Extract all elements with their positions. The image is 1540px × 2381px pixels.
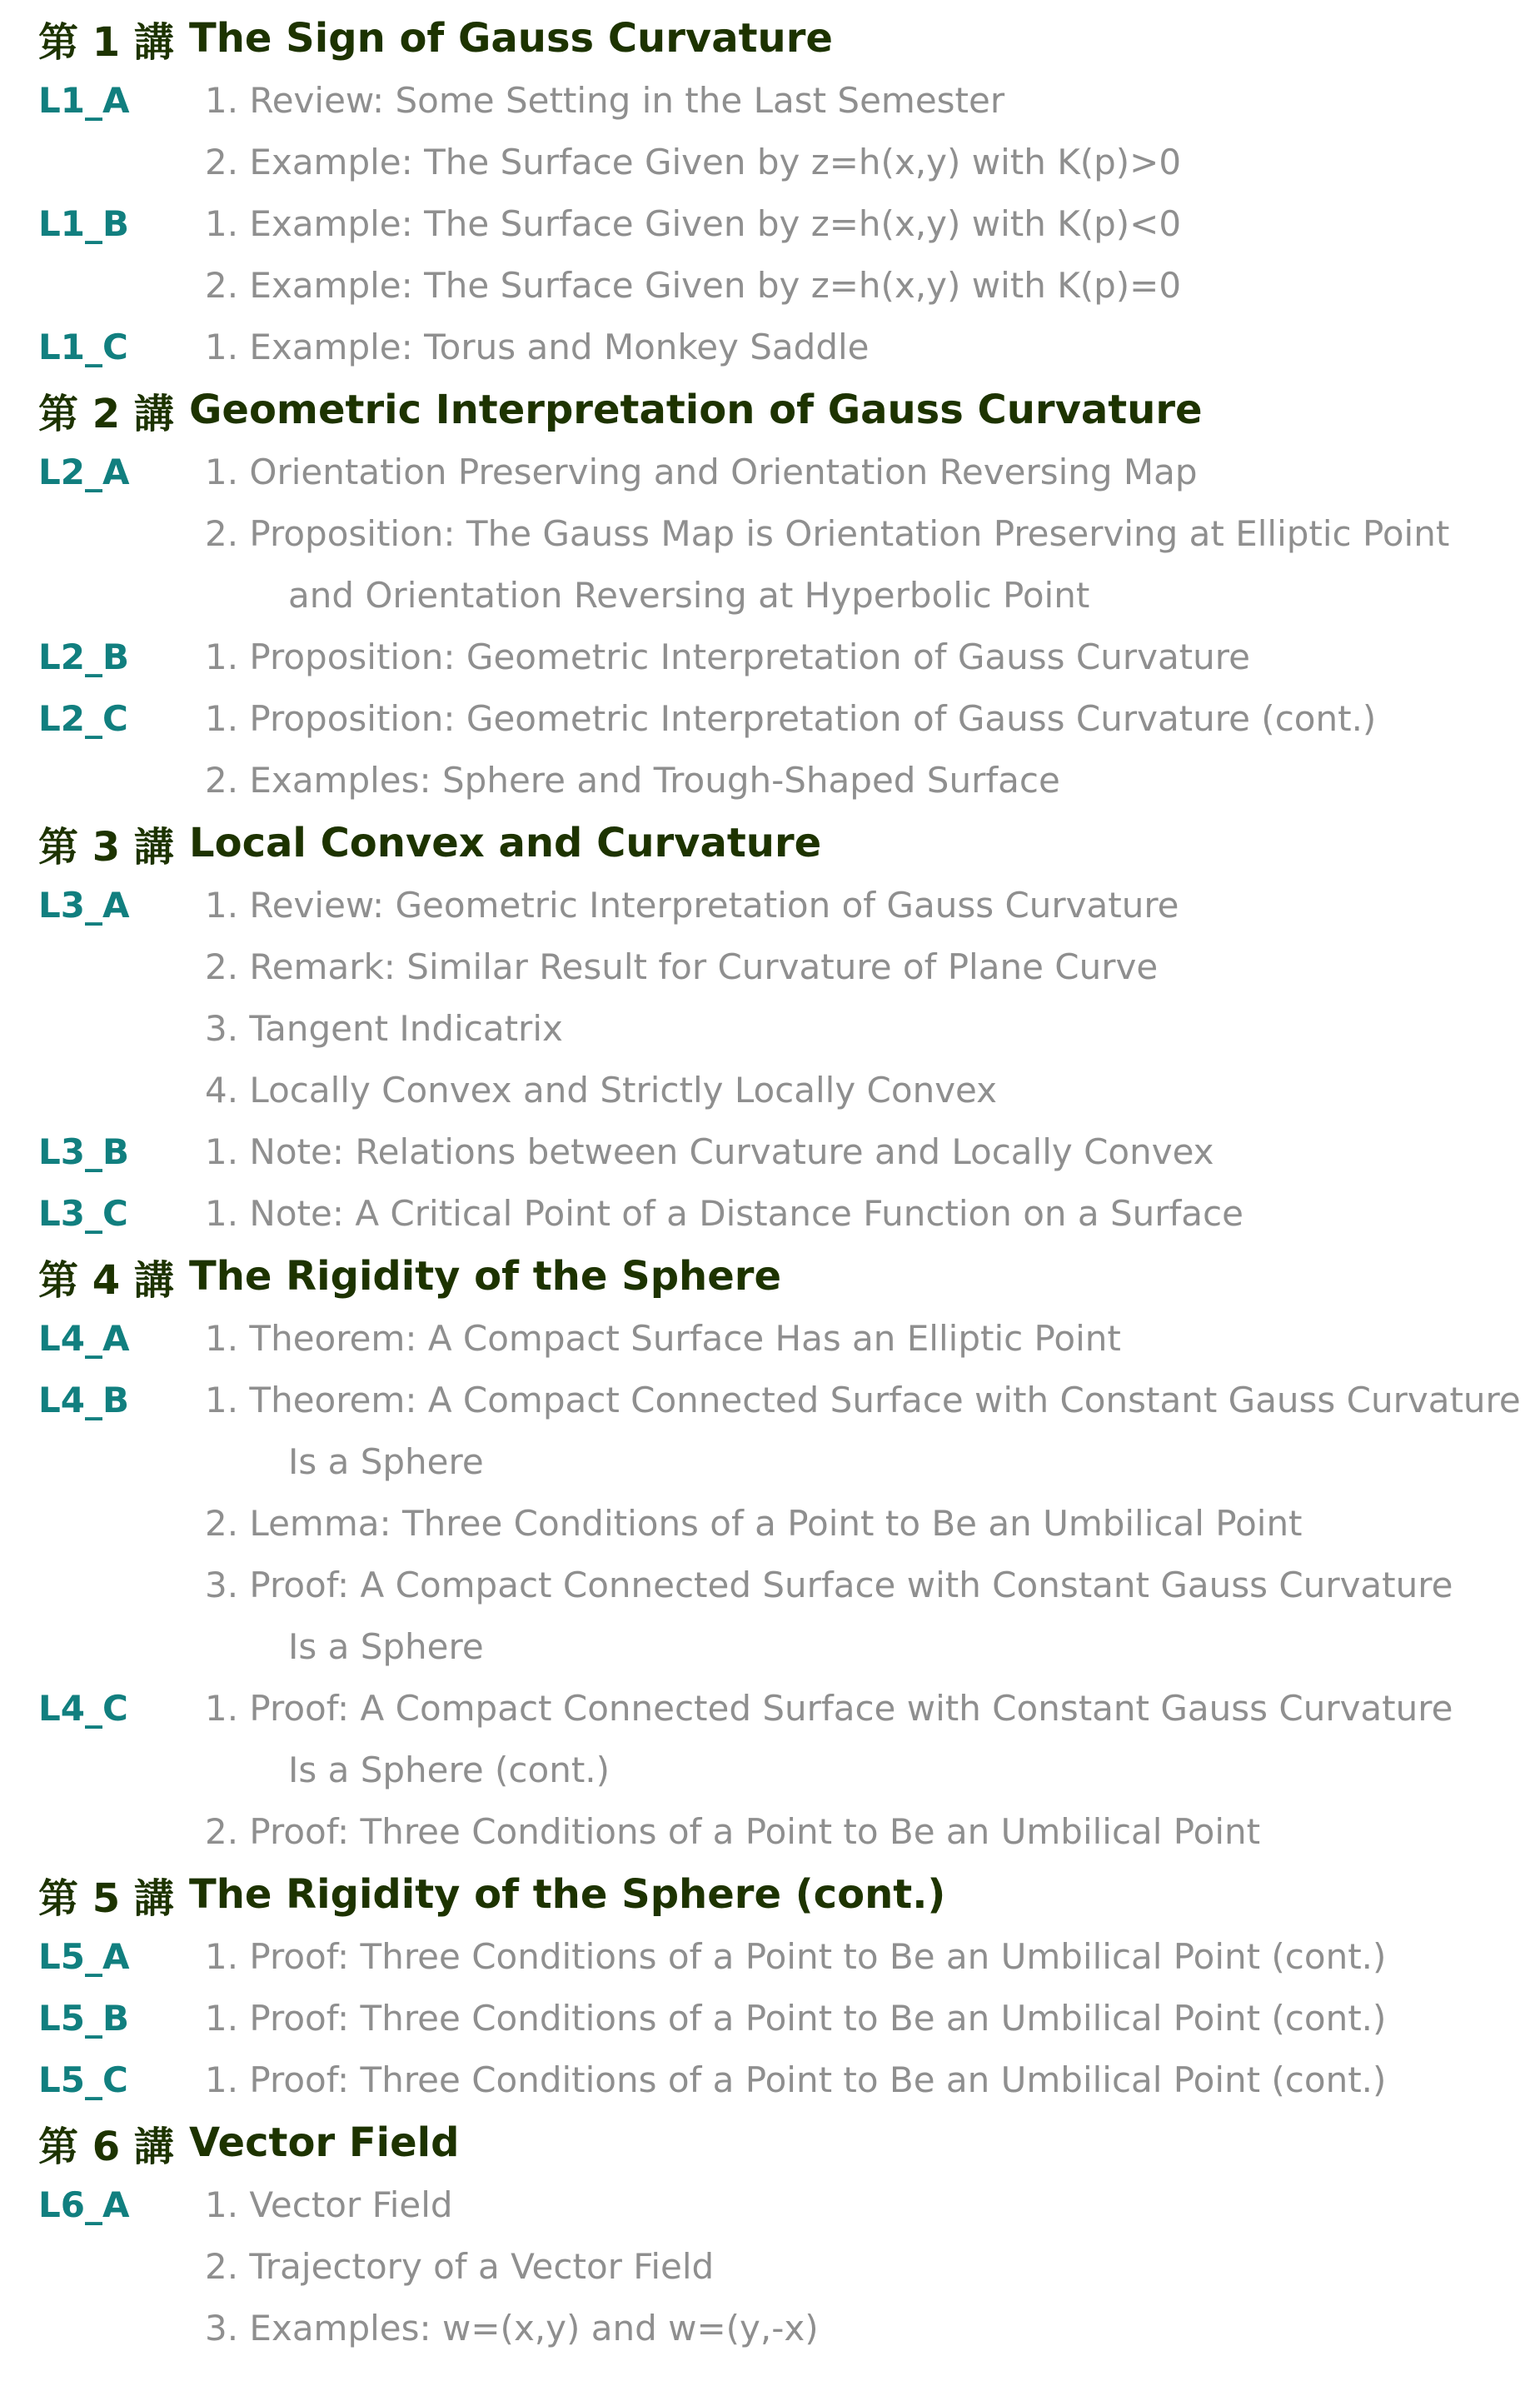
topic-text: 3. Examples: w=(x,y) and w=(y,-x) [205, 2308, 819, 2349]
lecture-section [38, 1863, 1529, 2111]
topic-text: 1. Vector Field [205, 2184, 453, 2225]
unit-code-link[interactable]: L4_B [38, 1380, 129, 1420]
lecture-heading [38, 811, 1529, 875]
lecture-section [38, 378, 1529, 811]
unit-topic-list [205, 2174, 1529, 2359]
unit-topic-list [205, 1988, 1529, 2049]
lecture-number: 第 2 講 [38, 390, 174, 437]
unit-code-link[interactable]: L4_C [38, 1688, 128, 1729]
topic-text-continuation: and Orientation Reversing at Hyperbolic Point [288, 575, 1090, 616]
unit-row [38, 626, 1529, 688]
unit-topic-list [205, 193, 1529, 317]
topic-item [205, 132, 1529, 193]
unit-row [38, 442, 1529, 626]
unit-code-link[interactable]: L2_B [38, 636, 129, 677]
lecture-title: Vector Field [189, 2119, 460, 2166]
unit-row [38, 875, 1529, 1121]
lecture-title: Local Convex and Curvature [189, 820, 822, 866]
unit-topic-list [205, 70, 1529, 193]
unit-topic-list [205, 688, 1529, 811]
topic-text: 2. Proposition: The Gauss Map is Orientation Preserving at Elliptic Point [205, 513, 1450, 554]
topic-text: 1. Theorem: A Compact Surface Has an Elliptic Point [205, 1318, 1121, 1359]
lecture-section [38, 1245, 1529, 1863]
topic-item [205, 1801, 1529, 1863]
topic-text: 1. Proposition: Geometric Interpretation of Gauss Curvature [205, 636, 1250, 677]
topic-text: 2. Trajectory of a Vector Field [205, 2246, 715, 2287]
topic-item [205, 626, 1529, 688]
lecture-number: 第 5 講 [38, 1874, 174, 1922]
unit-topic-list [205, 1678, 1529, 1863]
unit-topic-list [205, 1183, 1529, 1245]
topic-item [205, 2236, 1529, 2298]
lecture-number: 第 4 講 [38, 1256, 174, 1304]
unit-topic-list [205, 875, 1529, 1121]
unit-code-link[interactable]: L2_C [38, 698, 128, 739]
unit-row [38, 1183, 1529, 1245]
unit-row [38, 1988, 1529, 2049]
lecture-number: 第 6 講 [38, 2123, 174, 2170]
lecture-section [38, 811, 1529, 1245]
unit-code-link[interactable]: L1_A [38, 80, 130, 121]
lecture-heading [38, 7, 1529, 70]
unit-topic-list [205, 442, 1529, 626]
topic-text: 1. Note: Relations between Curvature and Locally Convex [205, 1131, 1214, 1172]
unit-code-link[interactable]: L3_C [38, 1193, 128, 1234]
topic-text: 1. Proof: Three Conditions of a Point to Be an Umbilical Point (cont.) [205, 1936, 1387, 1977]
unit-code-link[interactable]: L1_B [38, 203, 129, 244]
unit-topic-list [205, 1926, 1529, 1988]
topic-text: 1. Orientation Preserving and Orientation Reversing Map [205, 452, 1198, 492]
unit-code-link[interactable]: L5_C [38, 2059, 128, 2100]
unit-topic-list [205, 317, 1529, 378]
lecture-number: 第 1 講 [38, 18, 174, 66]
unit-row [38, 1370, 1529, 1678]
topic-item [205, 1121, 1529, 1183]
topic-item [205, 317, 1529, 378]
unit-row [38, 2049, 1529, 2111]
unit-row [38, 688, 1529, 811]
unit-topic-list [205, 626, 1529, 688]
lecture-heading [38, 1863, 1529, 1926]
topic-item [205, 1678, 1529, 1801]
topic-item [205, 503, 1529, 626]
topic-text: 1. Note: A Critical Point of a Distance Function on a Surface [205, 1193, 1243, 1234]
topic-text: 1. Proof: Three Conditions of a Point to Be an Umbilical Point (cont.) [205, 2059, 1387, 2100]
topic-item [205, 255, 1529, 317]
topic-item [205, 1060, 1529, 1121]
topic-text: 2. Remark: Similar Result for Curvature of Plane Curve [205, 946, 1159, 987]
unit-row [38, 1678, 1529, 1863]
topic-item [205, 688, 1529, 750]
topic-item [205, 442, 1529, 503]
unit-row [38, 1926, 1529, 1988]
unit-row [38, 317, 1529, 378]
topic-item [205, 936, 1529, 998]
lecture-title: Geometric Interpretation of Gauss Curvature [189, 387, 1203, 433]
topic-text: 2. Lemma: Three Conditions of a Point to Be an Umbilical Point [205, 1503, 1303, 1544]
topic-item [205, 1926, 1529, 1988]
unit-row [38, 193, 1529, 317]
unit-row [38, 2174, 1529, 2359]
topic-item [205, 875, 1529, 936]
unit-topic-list [205, 1370, 1529, 1678]
table-of-contents [38, 7, 1529, 2359]
topic-item [205, 2298, 1529, 2359]
unit-code-link[interactable]: L6_A [38, 2184, 130, 2225]
lecture-heading [38, 378, 1529, 442]
topic-text: 1. Review: Some Setting in the Last Semester [205, 80, 1005, 121]
topic-text: 2. Example: The Surface Given by z=h(x,y) with K(p)>0 [205, 142, 1182, 182]
topic-text: 1. Proof: Three Conditions of a Point to Be an Umbilical Point (cont.) [205, 1998, 1387, 2039]
unit-topic-list [205, 1308, 1529, 1370]
topic-text: 1. Example: Torus and Monkey Saddle [205, 327, 870, 367]
topic-item [205, 193, 1529, 255]
topic-text-continuation: Is a Sphere [288, 1626, 484, 1667]
topic-item [205, 1555, 1529, 1678]
topic-item [205, 1183, 1529, 1245]
topic-text: 1. Theorem: A Compact Connected Surface with Constant Gauss Curvature [205, 1380, 1521, 1420]
unit-code-link[interactable]: L3_B [38, 1131, 129, 1172]
lecture-section [38, 7, 1529, 378]
lecture-number: 第 3 講 [38, 823, 174, 871]
lecture-title: The Rigidity of the Sphere (cont.) [189, 1871, 946, 1918]
lecture-heading [38, 2111, 1529, 2174]
topic-text: 2. Example: The Surface Given by z=h(x,y) with K(p)=0 [205, 265, 1182, 306]
topic-text-continuation: Is a Sphere (cont.) [288, 1750, 611, 1790]
unit-code-link[interactable]: L1_C [38, 327, 128, 367]
unit-code-link[interactable]: L5_B [38, 1998, 129, 2039]
topic-item [205, 2174, 1529, 2236]
topic-text: 1. Proof: A Compact Connected Surface with Constant Gauss Curvature [205, 1688, 1453, 1729]
topic-item [205, 750, 1529, 811]
topic-text: 3. Tangent Indicatrix [205, 1008, 563, 1049]
unit-code-link[interactable]: L5_A [38, 1936, 130, 1977]
lecture-section [38, 2111, 1529, 2359]
lecture-heading [38, 1245, 1529, 1308]
unit-code-link[interactable]: L4_A [38, 1318, 130, 1359]
topic-item [205, 998, 1529, 1060]
lecture-title: The Sign of Gauss Curvature [189, 15, 833, 62]
unit-row [38, 1121, 1529, 1183]
unit-topic-list [205, 1121, 1529, 1183]
topic-text: 2. Examples: Sphere and Trough-Shaped Surface [205, 760, 1060, 801]
topic-item [205, 1988, 1529, 2049]
topic-item [205, 1493, 1529, 1555]
unit-topic-list [205, 2049, 1529, 2111]
unit-code-link[interactable]: L3_A [38, 885, 130, 926]
topic-item [205, 1370, 1529, 1493]
unit-row [38, 70, 1529, 193]
topic-item [205, 70, 1529, 132]
topic-text: 4. Locally Convex and Strictly Locally Convex [205, 1070, 998, 1111]
unit-row [38, 1308, 1529, 1370]
topic-text: 1. Review: Geometric Interpretation of Gauss Curvature [205, 885, 1179, 926]
topic-text: 2. Proof: Three Conditions of a Point to Be an Umbilical Point [205, 1811, 1261, 1852]
topic-item [205, 2049, 1529, 2111]
lecture-title: The Rigidity of the Sphere [189, 1253, 781, 1300]
topic-text: 3. Proof: A Compact Connected Surface with Constant Gauss Curvature [205, 1565, 1453, 1605]
topic-text-continuation: Is a Sphere [288, 1441, 484, 1482]
topic-text: 1. Example: The Surface Given by z=h(x,y) with K(p)<0 [205, 203, 1182, 244]
topic-text: 1. Proposition: Geometric Interpretation of Gauss Curvature (cont.) [205, 698, 1377, 739]
unit-code-link[interactable]: L2_A [38, 452, 130, 492]
topic-item [205, 1308, 1529, 1370]
